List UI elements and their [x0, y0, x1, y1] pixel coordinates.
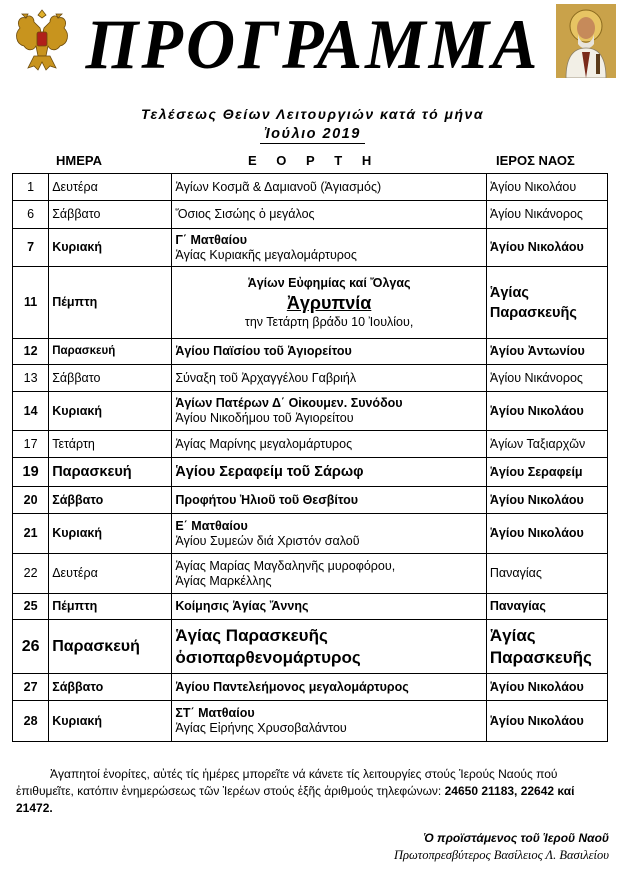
row-date: 11 [13, 267, 49, 339]
row-feast: Ε΄ Ματθαίου [175, 518, 248, 533]
table-row [13, 594, 608, 620]
row-date: 6 [13, 201, 49, 229]
signature-title: Ὁ προϊστάμενος τοῦ Ἱεροῦ Ναοῦ [423, 831, 609, 845]
table-row [13, 701, 608, 742]
footer-note [16, 766, 614, 817]
row-church: Ἁγίου Νικάνορος [486, 201, 607, 229]
table-row [13, 365, 608, 392]
row-date: 22 [13, 554, 49, 594]
page-title: ΠΡΟΓΡΑΜΜΑ [85, 4, 541, 84]
row-church: Ἁγίου Νικολάου [486, 674, 607, 701]
month-line [0, 126, 625, 142]
schedule-table [12, 173, 608, 742]
table-row [13, 458, 608, 487]
row-church: Ἁγίου Νικολάου [486, 487, 607, 514]
row-church: Ἁγίου Νικολάου [486, 701, 607, 742]
row-date: 12 [13, 339, 49, 365]
row-church: Ἁγίου Νικολάου [486, 514, 607, 554]
row-feast: Ἁγίας Μαρίνης μεγαλομάρτυρος [172, 431, 487, 458]
row-day: Πέμπτη [49, 594, 172, 620]
double-headed-eagle-icon [12, 6, 72, 74]
row-church: Ἁγίου Νικολάου [486, 174, 607, 201]
row-date: 13 [13, 365, 49, 392]
row-date: 25 [13, 594, 49, 620]
row-feast-secondary: Ἁγίου Νικοδήμου τοῦ Ἁγιορείτου [175, 411, 354, 425]
column-header-feast: Ε Ο Ρ Τ Η [248, 153, 380, 168]
row-feast-secondary: την Τετάρτη βράδυ 10 Ἰουλίου, [244, 314, 414, 329]
row-feast: Ἁγίου Παϊσίου τοῦ Ἁγιορείτου [172, 339, 487, 365]
row-date: 7 [13, 229, 49, 267]
row-feast-cell [172, 701, 487, 742]
table-row [13, 229, 608, 267]
row-feast: Ἁγίων Πατέρων Δ΄ Οἰκουμεν. Συνόδου [175, 396, 403, 410]
row-date: 28 [13, 701, 49, 742]
row-church: Ἁγίας Παρασκευῆς [486, 267, 607, 339]
table-row [13, 392, 608, 431]
column-header-day: ΗΜΕΡΑ [56, 153, 102, 168]
footer-phone-numbers: 24650 21183, 22642 καί 21472. [16, 784, 575, 815]
row-church: Ἁγίου Νικολάου [486, 229, 607, 267]
row-feast-secondary: Ἁγίας Κυριακῆς μεγαλομάρτυρος [175, 247, 357, 262]
row-day: Παρασκευή [49, 458, 172, 487]
table-row [13, 554, 608, 594]
row-feast-cell [172, 620, 487, 674]
row-day: Δευτέρα [49, 554, 172, 594]
row-feast: Ἁγίας Παρασκευῆς [175, 625, 328, 645]
row-feast: Ἁγίου Παντελεήμονος μεγαλομάρτυρος [172, 674, 487, 701]
row-feast: Προφήτου Ἠλιοῦ τοῦ Θεσβίτου [172, 487, 487, 514]
row-feast: Ἁγίων Εὐφημίας καί Ὄλγας [247, 275, 411, 290]
saint-icon-portrait [556, 4, 616, 78]
table-row [13, 267, 608, 339]
row-day: Δευτέρα [49, 174, 172, 201]
vigil-label: Ἀγρυπνία [286, 292, 372, 313]
row-day: Κυριακή [49, 701, 172, 742]
row-day: Σάββατο [49, 487, 172, 514]
table-row [13, 514, 608, 554]
subtitle: Τελέσεως Θείων Λειτουργιών κατά τό μήνα [140, 106, 485, 122]
row-feast-cell [172, 514, 487, 554]
row-day: Σάββατο [49, 201, 172, 229]
row-day: Παρασκευή [49, 339, 172, 365]
row-feast-cell [172, 267, 487, 339]
month-label: Ἰούλιο 2019 [260, 126, 365, 144]
row-church: Ἁγίων Ταξιαρχῶν [486, 431, 607, 458]
row-feast: Γ΄ Ματθαίου [175, 232, 247, 247]
row-date: 20 [13, 487, 49, 514]
row-day: Κυριακή [49, 229, 172, 267]
row-day: Κυριακή [49, 514, 172, 554]
row-feast: Σύναξη τοῦ Ἀρχαγγέλου Γαβριήλ [172, 365, 487, 392]
row-feast-secondary: Ἁγίας Μαρκέλλης [175, 573, 272, 588]
table-row [13, 487, 608, 514]
row-church: Παναγίας [486, 554, 607, 594]
table-row [13, 620, 608, 674]
row-date: 27 [13, 674, 49, 701]
table-row [13, 201, 608, 229]
table-row [13, 674, 608, 701]
row-feast: ΣΤ΄ Ματθαίου [175, 706, 255, 720]
row-date: 1 [13, 174, 49, 201]
table-row [13, 174, 608, 201]
row-day: Πέμπτη [49, 267, 172, 339]
row-feast-secondary: ὁσιοπαρθενομάρτυρος [175, 647, 361, 667]
footer-note-text: Ἀγαπητοί ἐνορίτες, αὐτές τίς ἡμέρες μπορεῖτε νά κάνετε τίς λειτουργίες στούς Ἱερούς Ναούς πού ἐπιθυμεῖτε, κατόπιν ἐνημερώσεως τῶν Ἱερέων στούς ἑξῆς ἀριθμούς τηλεφώνων: [16, 767, 558, 798]
table-row [13, 431, 608, 458]
row-church: Ἁγίου Σεραφείμ [486, 458, 607, 487]
row-feast: Ὅσιος Σισώης ὁ μεγάλος [172, 201, 487, 229]
table-row [13, 339, 608, 365]
row-day: Σάββατο [49, 674, 172, 701]
row-day: Παρασκευή [49, 620, 172, 674]
row-feast-cell [172, 392, 487, 431]
row-church: Ἁγίας Παρασκευῆς [486, 620, 607, 674]
row-church: Ἁγίου Νικάνορος [486, 365, 607, 392]
row-day: Κυριακή [49, 392, 172, 431]
signature-name: Πρωτοπρεσβύτερος Βασίλειος Λ. Βασιλείου [393, 848, 609, 862]
row-feast: Ἁγίας Μαρίας Μαγδαληνῆς μυροφόρου, [175, 558, 396, 573]
column-header-church: ΙΕΡΟΣ ΝΑΟΣ [496, 153, 575, 168]
row-feast-cell [172, 554, 487, 594]
row-date: 14 [13, 392, 49, 431]
row-date: 26 [13, 620, 49, 674]
row-feast-cell [172, 229, 487, 267]
row-church: Ἁγίου Νικολάου [486, 392, 607, 431]
row-day: Τετάρτη [49, 431, 172, 458]
row-feast-secondary: Ἁγίου Συμεών διά Χριστόν σαλοῦ [175, 533, 360, 548]
row-feast: Ἁγίου Σεραφείμ τοῦ Σάρωφ [172, 458, 487, 487]
row-church: Ἁγίου Ἀντωνίου [486, 339, 607, 365]
row-feast: Κοίμησις Ἁγίας Ἄννης [172, 594, 487, 620]
row-church: Παναγίας [486, 594, 607, 620]
row-date: 17 [13, 431, 49, 458]
row-date: 21 [13, 514, 49, 554]
row-feast: Ἁγίων Κοσμᾶ & Δαμιανοῦ (Ἁγιασμός) [172, 174, 487, 201]
row-day: Σάββατο [49, 365, 172, 392]
row-feast-secondary: Ἁγίας Εἰρήνης Χρυσοβαλάντου [175, 721, 347, 735]
row-date: 19 [13, 458, 49, 487]
